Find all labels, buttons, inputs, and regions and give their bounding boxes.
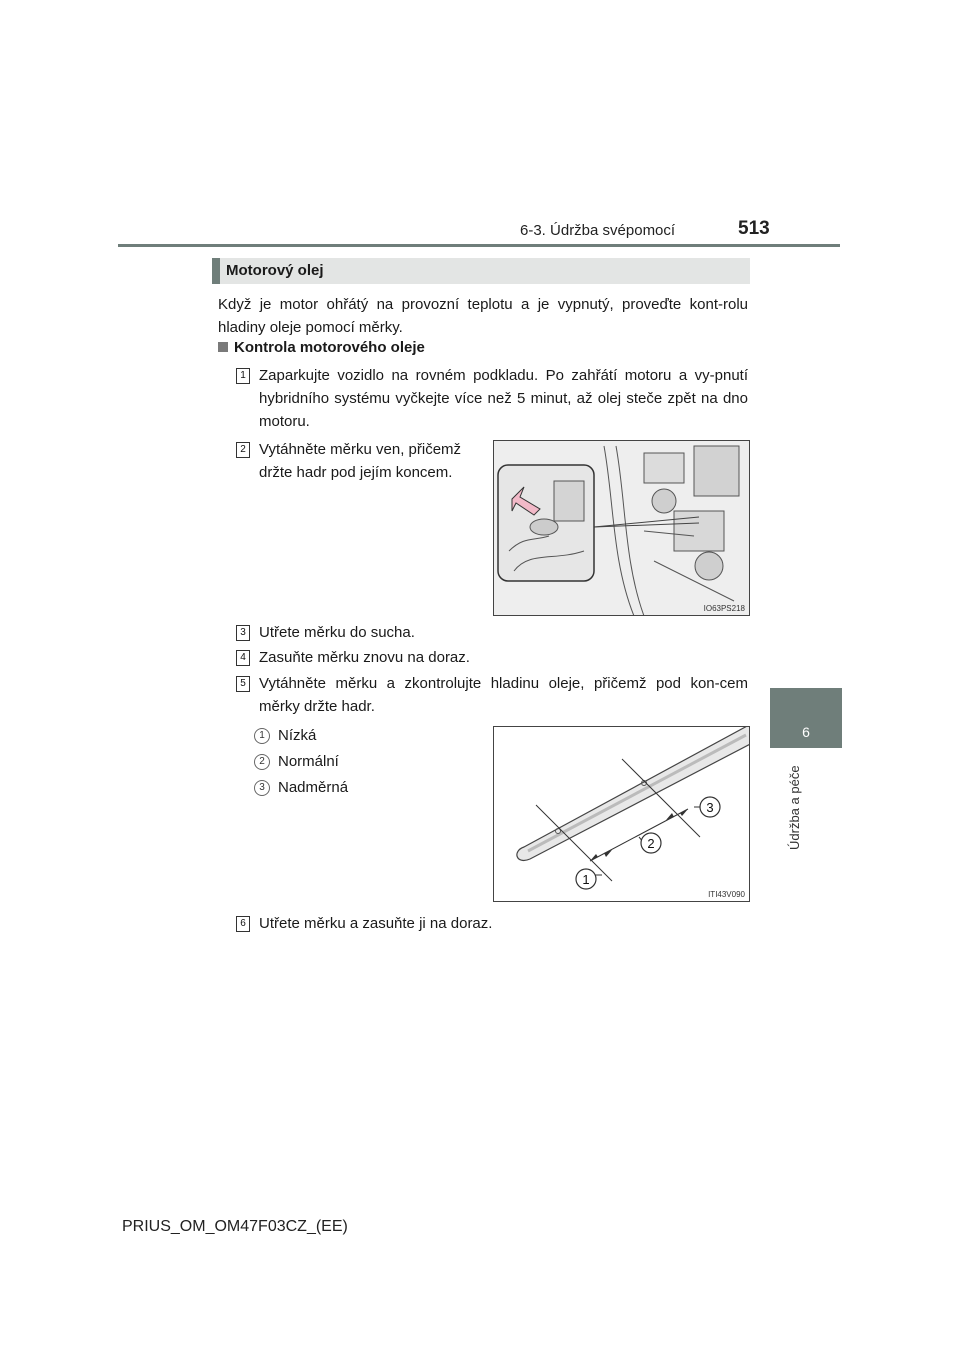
chapter-tab bbox=[770, 688, 842, 748]
step-text: Vytáhněte měrku a zkontrolujte hladinu oleje, přičemž pod kon-cem měrky držte hadr. bbox=[259, 675, 748, 715]
level-label-excessive: Nadměrná bbox=[278, 779, 349, 796]
running-header-section: 6-3. Údržba svépomocí bbox=[520, 222, 676, 239]
page-number: 513 bbox=[738, 218, 770, 239]
step-number-badge: 1 bbox=[236, 368, 250, 384]
engine-bay-figure bbox=[493, 440, 750, 616]
level-label-low: Nízká bbox=[278, 727, 317, 744]
level-number-circle: 3 bbox=[254, 780, 270, 796]
step-number-badge: 5 bbox=[236, 676, 250, 692]
section-heading-bar bbox=[212, 258, 750, 284]
step-text: Utřete měrku do sucha. bbox=[259, 624, 415, 641]
engine-bay-illustration bbox=[494, 441, 750, 616]
callout-2: 2 bbox=[647, 836, 655, 851]
step-number-badge: 3 bbox=[236, 625, 250, 641]
subheading bbox=[218, 339, 425, 356]
square-bullet-icon bbox=[218, 342, 228, 352]
chapter-title-vertical bbox=[783, 760, 807, 860]
dipstick-illustration bbox=[494, 727, 750, 902]
level-label-normal: Normální bbox=[278, 753, 339, 770]
dipstick-figure bbox=[493, 726, 750, 902]
document-code: PRIUS_OM_OM47F03CZ_(EE) bbox=[122, 1218, 348, 1235]
header-rule bbox=[118, 244, 840, 247]
level-number-circle: 2 bbox=[254, 754, 270, 770]
intro-paragraph: Když je motor ohřátý na provozní teplotu a je vypnutý, proveďte kont-rolu hladiny oleje pomocí měrky. bbox=[218, 296, 748, 336]
callout-1: 1 bbox=[582, 872, 590, 887]
step-number-badge: 4 bbox=[236, 650, 250, 666]
step-text: Vytáhněte měrku ven, přičemž držte hadr pod jejím koncem. bbox=[259, 441, 462, 481]
chapter-title: Údržba a péče bbox=[787, 765, 802, 850]
figure-code: IO63PS218 bbox=[703, 604, 745, 613]
section-title: Motorový olej bbox=[226, 262, 324, 279]
figure-code: ITI43V090 bbox=[708, 890, 745, 899]
step-number-badge: 6 bbox=[236, 916, 250, 932]
step-text: Utřete měrku a zasuňte ji na doraz. bbox=[259, 915, 493, 932]
step-text: Zasuňte měrku znovu na doraz. bbox=[259, 649, 470, 666]
section-heading-marker bbox=[212, 258, 220, 284]
step-number-badge: 2 bbox=[236, 442, 250, 458]
level-number-circle: 1 bbox=[254, 728, 270, 744]
step-text: Zaparkujte vozidlo na rovném podkladu. Po zahřátí motoru a vy-pnutí hybridního systému vyčkejte více než 5 minut, až olej steče zpět na dno motoru. bbox=[259, 367, 748, 430]
chapter-number: 6 bbox=[802, 724, 810, 740]
subheading-text: Kontrola motorového oleje bbox=[234, 339, 425, 356]
callout-3: 3 bbox=[706, 800, 714, 815]
